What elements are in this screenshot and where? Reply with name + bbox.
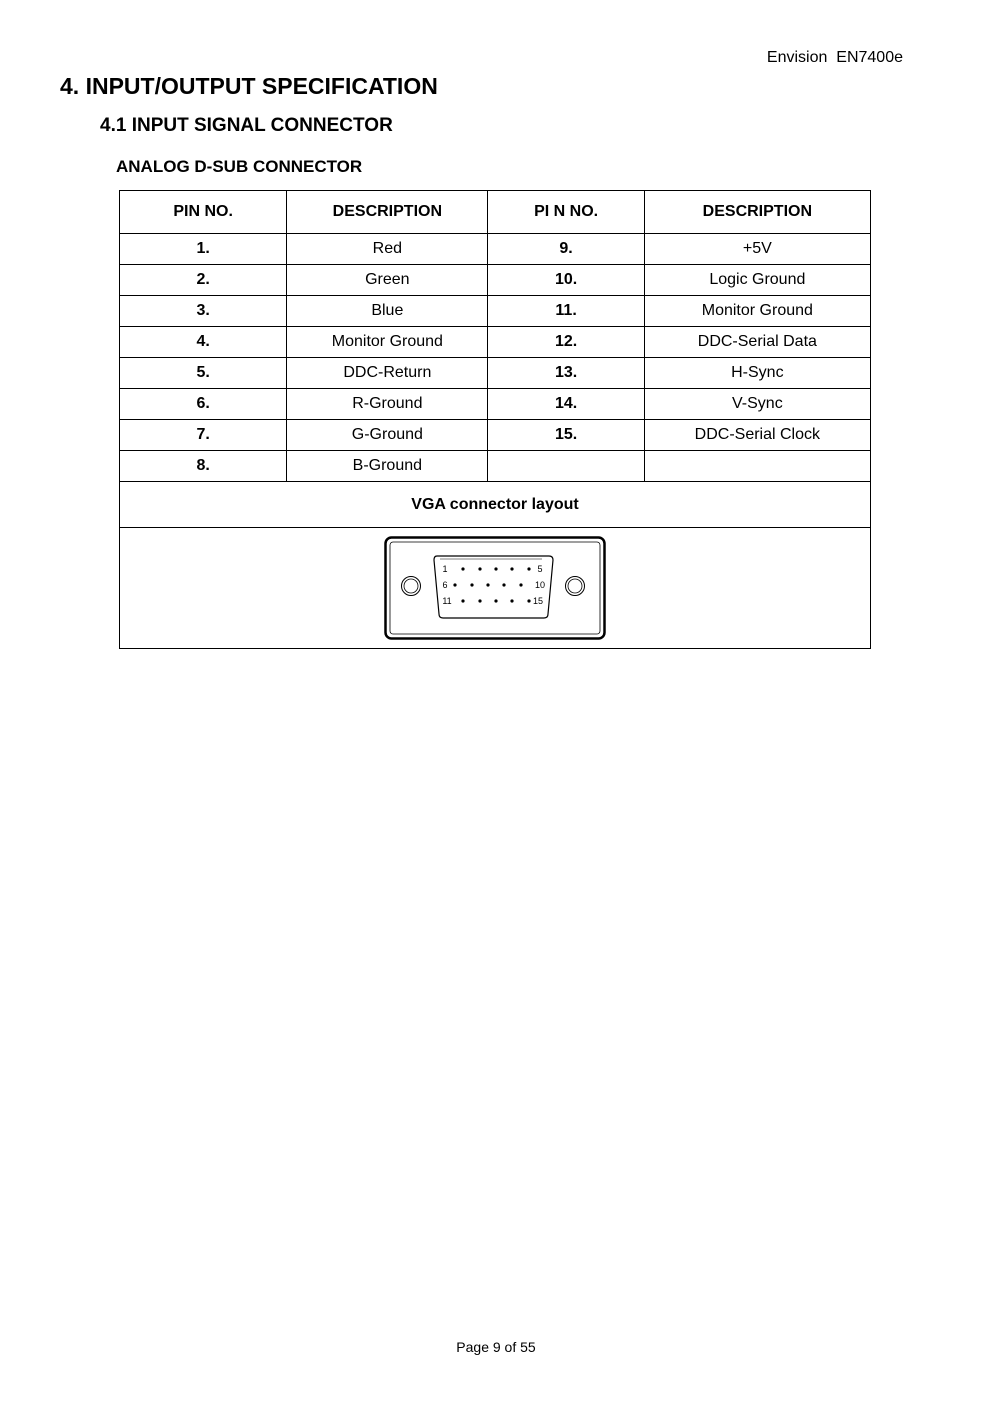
pin-dot	[510, 599, 513, 602]
pin-label-11: 11	[442, 596, 452, 606]
vga-layout-cell	[120, 528, 871, 649]
pin-dot	[510, 567, 513, 570]
pin-number	[488, 451, 644, 482]
pin-number: 6.	[120, 389, 287, 420]
vga-layout-title: VGA connector layout	[120, 482, 871, 528]
pin-number: 8.	[120, 451, 287, 482]
pin-description: H-Sync	[644, 358, 870, 389]
pin-number: 9.	[488, 234, 644, 265]
pin-label-5: 5	[537, 564, 543, 574]
pin-number: 7.	[120, 420, 287, 451]
vga-connector-diagram	[384, 536, 606, 640]
pin-dot	[494, 599, 497, 602]
table-row	[120, 420, 871, 451]
pin-description: Red	[287, 234, 488, 265]
header-description: DESCRIPTION	[287, 191, 488, 234]
pin-assignment-table	[119, 190, 871, 649]
pin-description: DDC-Serial Data	[644, 327, 870, 358]
pin-number: 1.	[120, 234, 287, 265]
pin-description	[644, 451, 870, 482]
pin-label-10: 10	[534, 580, 546, 590]
pin-description: Logic Ground	[644, 265, 870, 296]
pin-description: B-Ground	[287, 451, 488, 482]
pin-number: 15.	[488, 420, 644, 451]
pin-dot	[527, 599, 530, 602]
pin-number: 14.	[488, 389, 644, 420]
pin-number: 10.	[488, 265, 644, 296]
pin-dot	[478, 599, 481, 602]
table-row	[120, 234, 871, 265]
pin-dot	[519, 583, 522, 586]
pin-description: DDC-Return	[287, 358, 488, 389]
pin-description: DDC-Serial Clock	[644, 420, 870, 451]
pin-dot	[527, 567, 530, 570]
section-title: 4. INPUT/OUTPUT SPECIFICATION	[60, 73, 438, 99]
pin-label-6: 6	[442, 580, 448, 590]
table-row	[120, 327, 871, 358]
pin-dot	[461, 567, 464, 570]
pin-number: 5.	[120, 358, 287, 389]
pin-description: R-Ground	[287, 389, 488, 420]
pin-dot	[470, 583, 473, 586]
page-number-footer: Page 9 of 55	[456, 1339, 536, 1355]
pin-number: 12.	[488, 327, 644, 358]
pin-description: Green	[287, 265, 488, 296]
header-description-2: DESCRIPTION	[644, 191, 870, 234]
connector-title: ANALOG D-SUB CONNECTOR	[116, 157, 363, 176]
pin-dot	[453, 583, 456, 586]
pin-number: 2.	[120, 265, 287, 296]
table-row	[120, 296, 871, 327]
pin-description: G-Ground	[287, 420, 488, 451]
document-model-header: Envision EN7400e	[766, 49, 903, 66]
header-pin-no: PIN NO.	[120, 191, 287, 234]
pin-dot	[486, 583, 489, 586]
pin-dot	[478, 567, 481, 570]
pin-description: Monitor Ground	[287, 327, 488, 358]
pin-description: V-Sync	[644, 389, 870, 420]
layout-diagram-row	[120, 528, 871, 649]
header-pin-no-2: PI N NO.	[488, 191, 644, 234]
table-header-row	[120, 191, 871, 234]
pin-dot	[502, 583, 505, 586]
pin-number: 4.	[120, 327, 287, 358]
table-row	[120, 358, 871, 389]
pin-number: 3.	[120, 296, 287, 327]
subsection-title: 4.1 INPUT SIGNAL CONNECTOR	[100, 115, 393, 136]
pin-label-15: 15	[532, 596, 544, 606]
pin-dot	[461, 599, 464, 602]
pin-number: 11.	[488, 296, 644, 327]
pin-number: 13.	[488, 358, 644, 389]
table-row	[120, 389, 871, 420]
table-row	[120, 265, 871, 296]
pin-label-1: 1	[442, 564, 448, 574]
pin-dot	[494, 567, 497, 570]
pin-description: +5V	[644, 234, 870, 265]
layout-title-row	[120, 482, 871, 528]
pin-description: Monitor Ground	[644, 296, 870, 327]
table-row	[120, 451, 871, 482]
pin-description: Blue	[287, 296, 488, 327]
